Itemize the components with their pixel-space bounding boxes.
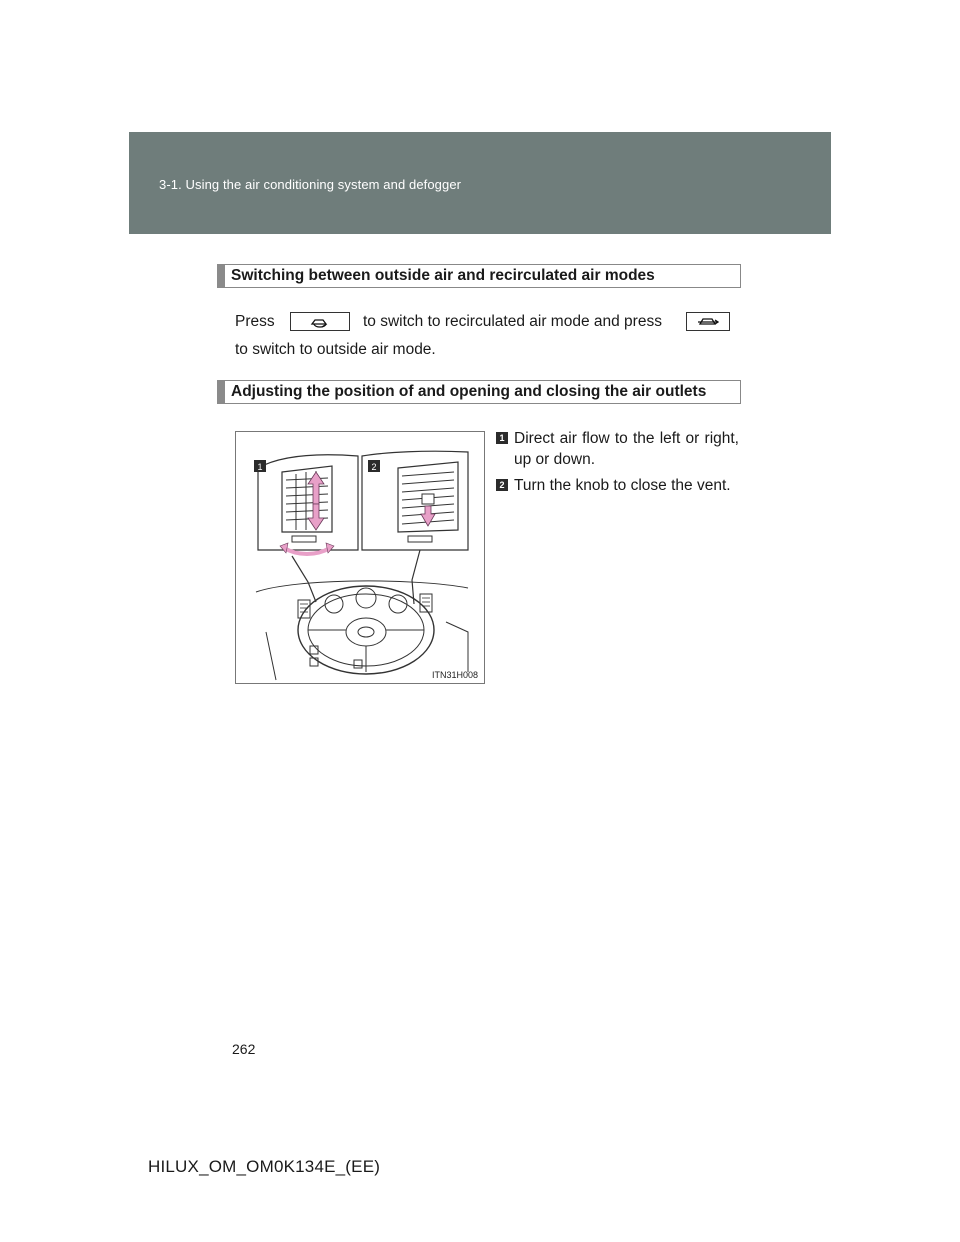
header-band — [129, 132, 831, 234]
breadcrumb: 3-1. Using the air conditioning system and defogger — [159, 177, 462, 192]
step-text-1: Direct air flow to the left or right, up or down. — [514, 430, 739, 468]
paragraph-end: to switch to outside air mode. — [235, 341, 436, 358]
page-number: 262 — [232, 1041, 256, 1057]
figure-code: ITN31H008 — [431, 670, 478, 680]
step-item-1 — [496, 428, 739, 470]
outside-air-icon — [686, 312, 730, 331]
callout-1: 1 — [257, 462, 263, 472]
step-text-2: Turn the knob to close the vent. — [514, 477, 731, 494]
section-heading-air-outlets: Adjusting the position of and opening and closing the air outlets — [217, 380, 741, 404]
section-heading-air-modes: Switching between outside air and recirculated air modes — [217, 264, 741, 288]
air-outlet-illustration — [235, 431, 485, 684]
paragraph-middle: to switch to recirculated air mode and press — [363, 313, 662, 330]
document-code: HILUX_OM_OM0K134E_(EE) — [148, 1157, 381, 1176]
paragraph-press: Press — [235, 313, 275, 330]
step-number-2: 2 — [496, 479, 508, 491]
step-number-1: 1 — [496, 432, 508, 444]
recirculated-air-icon — [290, 312, 350, 331]
step-item-2 — [496, 475, 739, 496]
dashboard-vents-drawing — [236, 432, 484, 683]
callout-2: 2 — [371, 462, 377, 472]
